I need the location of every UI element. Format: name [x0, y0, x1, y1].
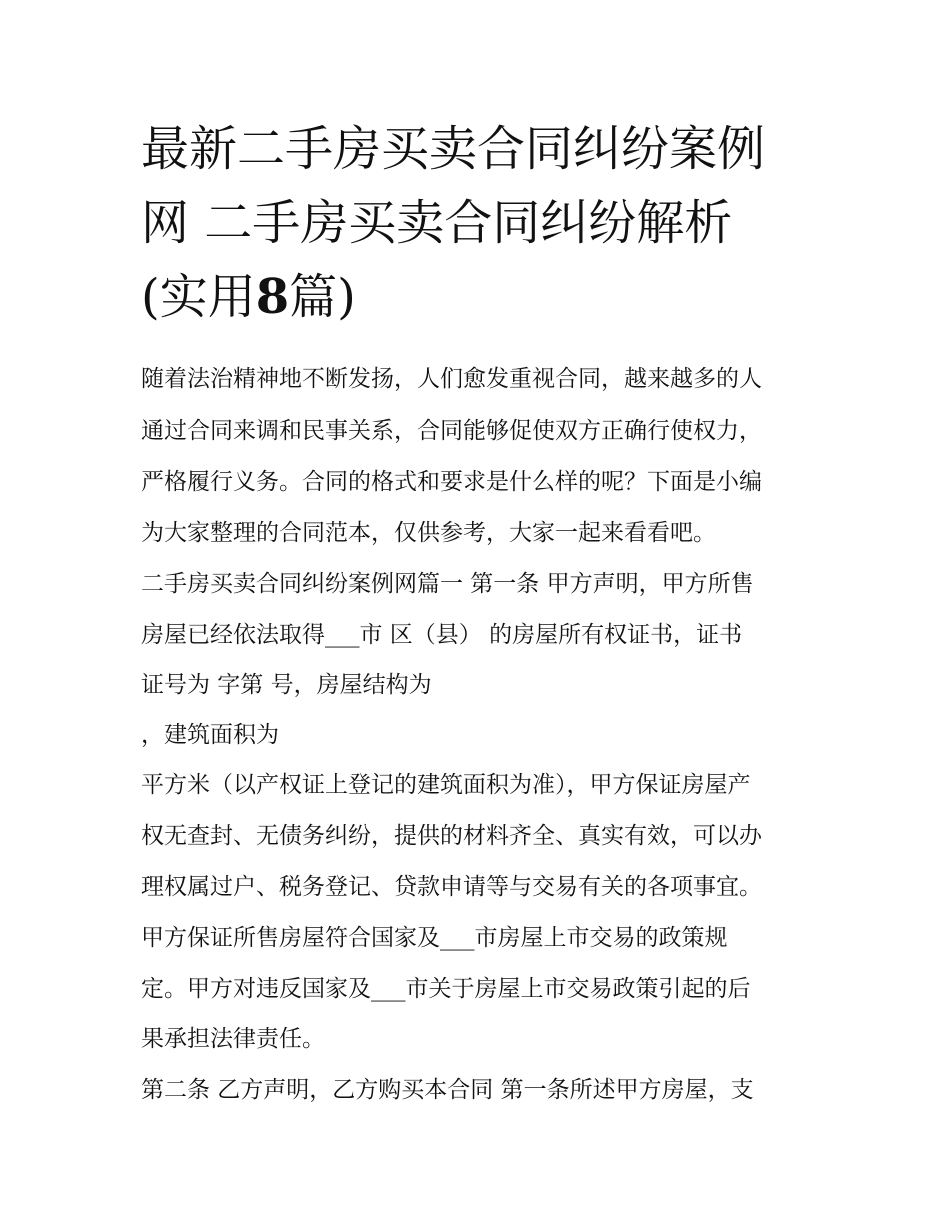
body-line-3: 严格履行义务。合同的格式和要求是什么样的呢？下面是小编: [141, 469, 762, 495]
body-line-5: 二手房买卖合同纠纷案例网篇一 第一条 甲方声明，甲方所售: [141, 571, 754, 597]
body-line-10: 权无查封、无债务纠纷，提供的材料齐全、真实有效，可以办: [141, 823, 762, 849]
body-line-1: 随着法治精神地不断发扬，人们愈发重视合同，越来越多的人: [141, 366, 762, 392]
document-title: [141, 112, 831, 334]
body-line-7: 证号为 字第 号，房屋结构为: [141, 672, 432, 698]
body-line-11: 理权属过户、税务登记、贷款申请等与交易有关的各项事宜。: [141, 874, 762, 900]
title-line-3-open: (实用: [141, 269, 256, 325]
body-line-6: 房屋已经依法取得___市 区（县） 的房屋所有权证书，证书: [141, 622, 743, 648]
title-line-1: 最新二手房买卖合同纠纷案例: [141, 121, 766, 177]
title-line-3-number: 8: [255, 269, 290, 325]
body-line-9: 平方米（以产权证上登记的建筑面积为准），甲方保证房屋产: [141, 772, 751, 798]
title-line-2: 网 二手房买卖合同纠纷解析: [141, 195, 733, 251]
body-line-4: 为大家整理的合同范本，仅供参考，大家一起来看看吧。: [141, 520, 716, 546]
body-line-8: ，建筑面积为: [141, 722, 279, 748]
body-line-15: 第二条 乙方声明，乙方购买本合同 第一条所述甲方房屋，支: [141, 1077, 754, 1103]
body-line-2: 通过合同来调和民事关系，合同能够促使双方正确行使权力，: [141, 418, 762, 444]
body-line-12: 甲方保证所售房屋符合国家及___市房屋上市交易的政策规: [141, 925, 728, 951]
body-line-13: 定。甲方对违反国家及___市关于房屋上市交易政策引起的后: [141, 976, 751, 1002]
title-line-3-close: 篇): [289, 269, 356, 325]
body-line-14: 果承担法律责任。: [141, 1026, 325, 1052]
